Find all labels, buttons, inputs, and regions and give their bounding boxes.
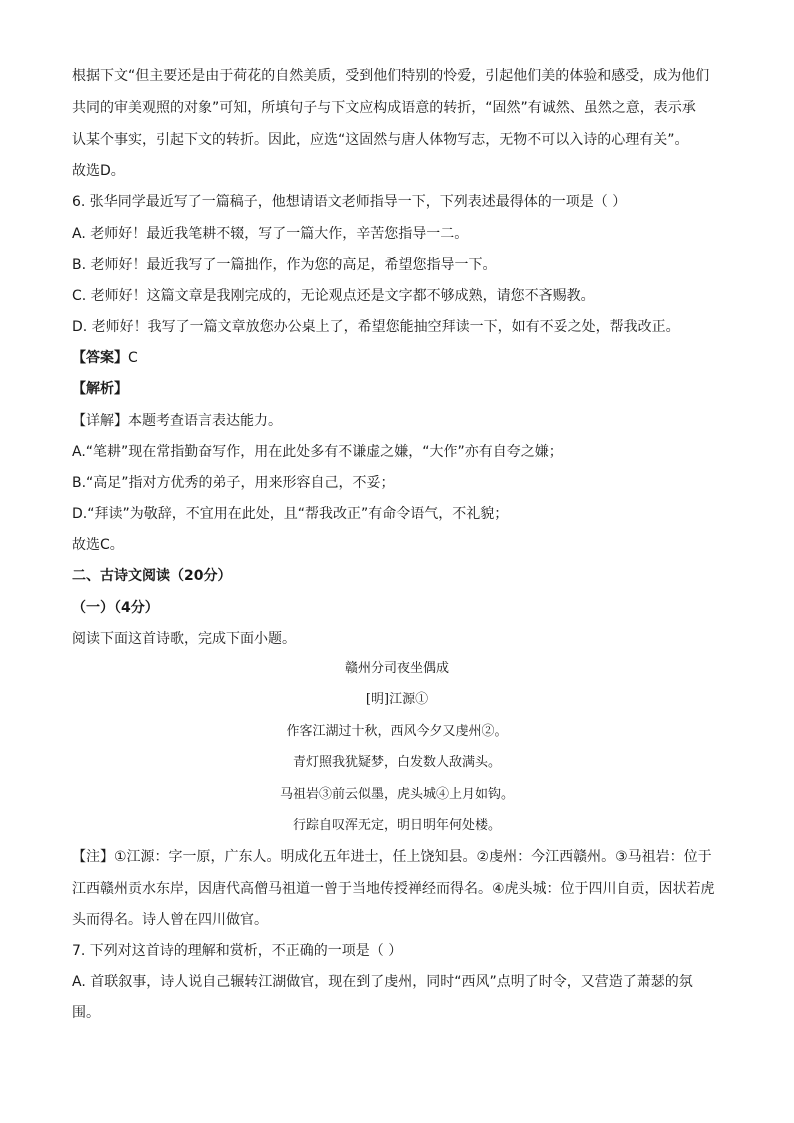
poem-line: 马祖岩③前云似墨，虎头城④上月如钩。	[279, 787, 514, 802]
detail-line: A.“笔耕”现在常指勤奋写作，用在此处多有不谦虚之嫌，“大作”亦有自夸之嫌；	[72, 444, 563, 460]
analysis-conclusion: 故选D。	[72, 163, 125, 179]
poem-title: 赣州分司夜坐偶成	[344, 661, 449, 676]
answer-tag: 【答案】	[72, 350, 128, 366]
detail-line: B.“高足”指对方优秀的弟子，用来形容自己，不妥；	[72, 475, 395, 491]
notes-line: 头而得名。诗人曾在四川做官。	[72, 912, 268, 928]
notes-line: 江西赣州贡水东岸，因唐代高僧马祖道一曾于当地传授禅经而得名。④虎头城：位于四川自贡，因状若虎	[72, 881, 715, 897]
question-6-option-b: B. 老师好！最近我写了一篇拙作，作为您的高足，希望您指导一下。	[72, 257, 497, 273]
question-6-option-a: A. 老师好！最近我笔耕不辍，写了一篇大作，辛苦您指导一二。	[72, 226, 469, 242]
poem-line: 青灯照我犹疑梦，白发数人敌满头。	[292, 755, 501, 770]
question-6-option-d: D. 老师好！我写了一篇文章放您办公桌上了，希望您能抽空拜读一下，如有不妥之处，帮我改正。	[72, 319, 680, 335]
detail-line: 【详解】本题考查语言表达能力。	[72, 413, 282, 429]
question-7-option-a-cont: 围。	[72, 1005, 100, 1021]
subsection-heading: （一）（4分）	[72, 600, 159, 616]
question-7-option-a: A. 首联叙事，诗人说自己辗转江湖做官，现在到了虔州，同时“西风”点明了时令，又营造了萧瑟的氛	[72, 974, 693, 990]
detail-conclusion: 故选C。	[72, 537, 124, 553]
section-heading: 二、古诗文阅读（20分）	[72, 568, 232, 584]
notes-line: 【注】①江源：字一原，广东人。明成化五年进士，任上饶知县。②虔州：今江西赣州。③马祖岩：位于	[72, 849, 712, 865]
detail-line: D.“拜读”为敬辞，不宜用在此处，且“帮我改正”有命令语气，不礼貌；	[72, 506, 509, 522]
poem-line: 作客江湖过十秋，西风今夕又虔州②。	[286, 724, 508, 739]
analysis-line: 根据下文“但主要还是由于荷花的自然美质，受到他们特别的怜爱，引起他们美的体验和感受，成为他们	[72, 68, 710, 84]
analysis-line: 共同的审美观照的对象”可知，所填句子与下文应构成语意的转折，“固然”有诚然、虽然之意，表示承	[72, 100, 696, 116]
analysis-line: 认某个事实，引起下文的转折。因此，应选“这固然与唐人体物写志，无物不可以入诗的心理有关”。	[72, 132, 689, 148]
answer-value: C	[128, 350, 138, 366]
reading-instruction: 阅读下面这首诗歌，完成下面小题。	[72, 631, 296, 647]
question-6-stem: 6. 张华同学最近写了一篇稿子，他想请语文老师指导一下，下列表述最得体的一项是（ ）	[72, 194, 627, 210]
answer-line	[72, 348, 722, 368]
question-6-option-c: C. 老师好！这篇文章是我刚完成的，无论观点还是文字都不够成熟，请您不吝赐教。	[72, 288, 595, 304]
analysis-tag: 【解析】	[72, 381, 128, 397]
poem-author: [明]江源①	[365, 692, 429, 707]
question-7-stem: 7. 下列对这首诗的理解和赏析，不正确的一项是（ ）	[72, 943, 403, 959]
poem-line: 行踪自叹浑无定，明日明年何处楼。	[292, 818, 501, 833]
